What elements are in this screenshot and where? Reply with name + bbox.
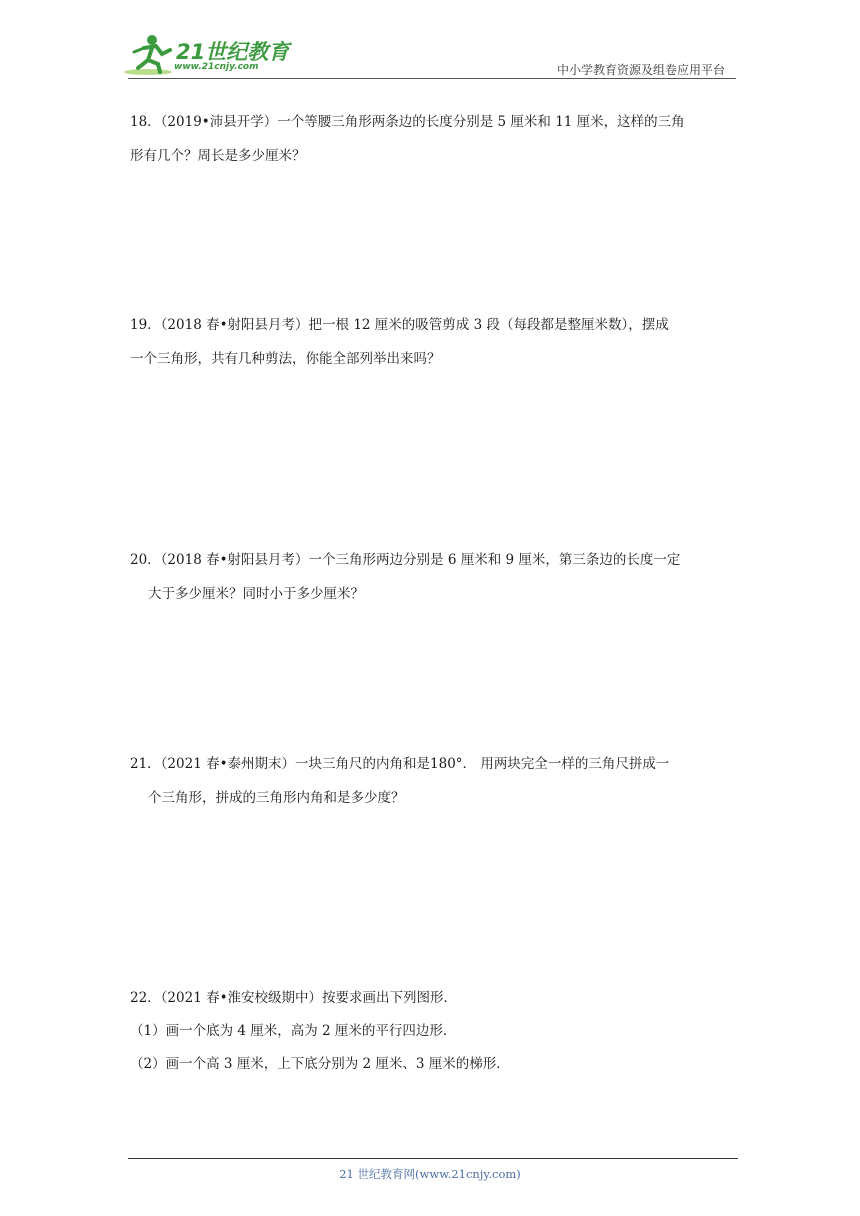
footer-divider — [128, 1158, 738, 1159]
question-21 — [130, 747, 736, 815]
question-19 — [130, 308, 736, 376]
question-line: 19．（2018 春•射阳县月考）把一根 12 厘米的吸管剪成 3 段（每段都是整厘米数），摆成 — [130, 317, 669, 333]
question-18 — [130, 105, 736, 173]
question-line: 21．（2021 春•泰州期末）一块三角尺的内角和是180°． 用两块完全一样的三角尺拼成一 — [130, 756, 670, 772]
question-line: 个三角形，拼成的三角形内角和是多少度？ — [148, 790, 405, 806]
question-line: 一个三角形，共有几种剪法，你能全部列举出来吗？ — [130, 351, 441, 367]
question-subitem-1: （1）画一个底为 4 厘米，高为 2 厘米的平行四边形． — [130, 1023, 457, 1039]
question-line: 形有几个？周长是多少厘米？ — [130, 148, 306, 164]
question-line: 22．（2021 春•淮安校级期中）按要求画出下列图形． — [130, 990, 458, 1006]
header-divider — [128, 78, 736, 79]
question-subitem-2: （2）画一个高 3 厘米，上下底分别为 2 厘米、3 厘米的梯形． — [130, 1056, 510, 1072]
logo-text: 21世纪教育 — [176, 40, 290, 64]
header-platform-label: 中小学教育资源及组卷应用平台 — [556, 63, 725, 77]
question-22 — [130, 982, 736, 1081]
question-line: 18．（2019•沛县开学）一个等腰三角形两条边的长度分别是 5 厘米和 11 厘米，这样的三角 — [130, 114, 685, 130]
question-20 — [130, 543, 736, 611]
footer-text[interactable]: 21 世纪教育网(www.21cnjy.com) — [339, 1167, 521, 1181]
page-header — [0, 0, 860, 82]
question-line: 大于多少厘米？同时小于多少厘米？ — [148, 586, 364, 602]
logo-url: www.21cnjy.com — [174, 62, 259, 72]
question-line: 20．（2018 春•射阳县月考）一个三角形两边分别是 6 厘米和 9 厘米，第三条边的长度一定 — [130, 552, 681, 568]
